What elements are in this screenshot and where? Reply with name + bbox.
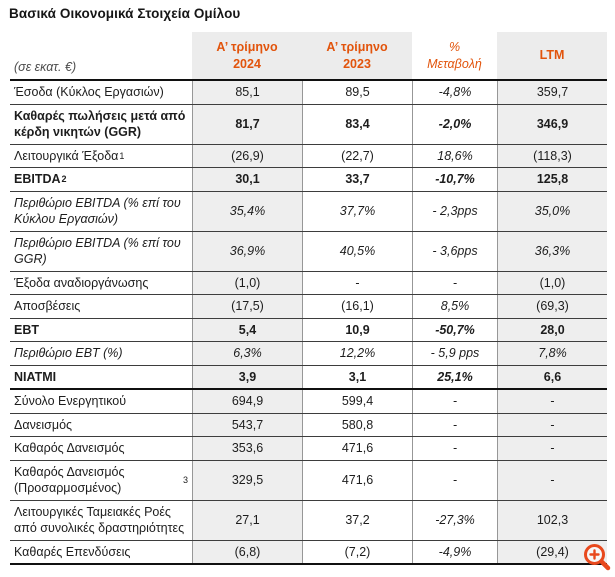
value-ltm: - (497, 437, 607, 460)
value-q1-2023: 33,7 (302, 168, 412, 191)
value-ltm: 35,0% (497, 192, 607, 231)
value-q1-2023: (22,7) (302, 145, 412, 168)
table-row-ebitda-margin-ggr (10, 232, 607, 272)
row-label: Λειτουργικές Ταμειακές Ροές από συνολικές δραστηριότητες (14, 504, 185, 535)
value-change: 8,5% (412, 295, 497, 318)
table-row-ebt-margin (10, 342, 607, 366)
value-change: - 3,6pps (412, 232, 497, 271)
value-ltm: - (497, 414, 607, 437)
row-label: Έξοδα αναδιοργάνωσης (14, 275, 149, 290)
row-label: Καθαρές πωλήσεις μετά από κέρδη νικητών (GGR) (14, 108, 186, 139)
value-q1-2023: 37,7% (302, 192, 412, 231)
value-q1-2024: 36,9% (192, 232, 302, 271)
table-row-restructuring-costs (10, 272, 607, 296)
table-row-net-investments (10, 541, 607, 566)
value-q1-2024: (6,8) (192, 541, 302, 564)
unit-label: (σε εκατ. €) (14, 59, 77, 74)
value-q1-2024: 6,3% (192, 342, 302, 365)
value-change: 25,1% (412, 366, 497, 389)
value-q1-2024: 353,6 (192, 437, 302, 460)
value-change: 18,6% (412, 145, 497, 168)
row-label: EBITDA 2 (14, 172, 67, 186)
value-ltm: 102,3 (497, 501, 607, 540)
table-row-depreciation (10, 295, 607, 319)
value-change: -2,0% (412, 105, 497, 144)
row-label: Έσοδα (Κύκλος Εργασιών) (14, 85, 164, 99)
table-row-operating-cash-flow (10, 501, 607, 541)
value-ltm: - (497, 461, 607, 500)
value-ltm: 346,9 (497, 105, 607, 144)
column-header-q1-2023: Α’ τρίμηνο 2023 (302, 32, 412, 79)
value-q1-2024: 27,1 (192, 501, 302, 540)
table-row-ebitda-margin-revenue (10, 192, 607, 232)
row-label: Περιθώριο EBITDA (% επί του Κύκλου Εργασιών) (14, 195, 181, 226)
row-label: Καθαρός Δανεισμός (14, 441, 125, 455)
value-change: - (412, 390, 497, 413)
value-change: - (412, 272, 497, 295)
value-q1-2024: 543,7 (192, 414, 302, 437)
value-change: - (412, 414, 497, 437)
value-q1-2024: 3,9 (192, 366, 302, 389)
value-q1-2023: 580,8 (302, 414, 412, 437)
value-change: -4,8% (412, 81, 497, 104)
row-label: Καθαρές Επενδύσεις (14, 544, 131, 559)
value-q1-2023: (7,2) (302, 541, 412, 564)
value-ltm: - (497, 390, 607, 413)
value-ltm: (29,4) (497, 541, 607, 564)
value-q1-2023: 12,2% (302, 342, 412, 365)
value-q1-2023: 40,5% (302, 232, 412, 271)
value-change: - (412, 461, 497, 500)
row-label: Δανεισμός (14, 417, 73, 432)
value-q1-2024: 329,5 (192, 461, 302, 500)
table-header-row (10, 32, 607, 81)
value-q1-2024: 81,7 (192, 105, 302, 144)
value-q1-2023: - (302, 272, 412, 295)
table-row-ggr (10, 105, 607, 145)
row-label: Περιθώριο EBITDA (% επί του GGR) (14, 235, 181, 266)
value-ltm: 125,8 (497, 168, 607, 191)
table-row-operating-expenses (10, 145, 607, 169)
value-ltm: (1,0) (497, 272, 607, 295)
value-q1-2023: 89,5 (302, 81, 412, 104)
column-header-q1-2024: Α’ τρίμηνο 2024 (192, 32, 302, 79)
value-change: -4,9% (412, 541, 497, 564)
table-row-net-debt (10, 437, 607, 461)
table-row-ebitda (10, 168, 607, 192)
value-change: - (412, 437, 497, 460)
value-q1-2024: 5,4 (192, 319, 302, 342)
table-row-revenue (10, 81, 607, 105)
row-label: Αποσβέσεις (14, 299, 81, 313)
value-change: - 2,3pps (412, 192, 497, 231)
value-change: -10,7% (412, 168, 497, 191)
row-label: EBT (14, 322, 39, 337)
value-q1-2023: 471,6 (302, 461, 412, 500)
row-label: Περιθώριο EBT (%) (14, 346, 123, 360)
table-row-net-debt-adjusted (10, 461, 607, 501)
value-change: -50,7% (412, 319, 497, 342)
value-q1-2023: 599,4 (302, 390, 412, 413)
value-ltm: 6,6 (497, 366, 607, 389)
column-header-change: % Μεταβολή (412, 32, 497, 79)
value-q1-2024: 694,9 (192, 390, 302, 413)
value-ltm: (69,3) (497, 295, 607, 318)
value-q1-2024: (17,5) (192, 295, 302, 318)
table-row-debt (10, 414, 607, 438)
value-ltm: (118,3) (497, 145, 607, 168)
value-ltm: 7,8% (497, 342, 607, 365)
value-q1-2023: 37,2 (302, 501, 412, 540)
table-row-total-assets (10, 390, 607, 414)
value-change: - 5,9 pps (412, 342, 497, 365)
financial-table (10, 32, 607, 565)
value-q1-2024: (26,9) (192, 145, 302, 168)
zoom-in-icon[interactable] (582, 542, 612, 572)
value-ltm: 359,7 (497, 81, 607, 104)
value-q1-2024: (1,0) (192, 272, 302, 295)
row-label: Σύνολο Ενεργητικού (14, 394, 127, 408)
row-label: Καθαρός Δανεισμός (Προσαρμοσμένος) 3 (14, 464, 188, 495)
value-ltm: 36,3% (497, 232, 607, 271)
value-ltm: 28,0 (497, 319, 607, 342)
value-q1-2023: 10,9 (302, 319, 412, 342)
column-header-ltm: LTM (497, 32, 607, 79)
value-q1-2023: 3,1 (302, 366, 412, 389)
row-label: Λειτουργικά Έξοδα 1 (14, 148, 125, 163)
value-q1-2024: 85,1 (192, 81, 302, 104)
value-q1-2023: 83,4 (302, 105, 412, 144)
table-row-ebt (10, 319, 607, 343)
table-row-niatmi (10, 366, 607, 391)
page-title: Βασικά Οικονομικά Στοιχεία Ομίλου (9, 6, 241, 21)
value-q1-2024: 30,1 (192, 168, 302, 191)
value-q1-2023: 471,6 (302, 437, 412, 460)
row-label: NIATMI (14, 369, 57, 384)
value-q1-2023: (16,1) (302, 295, 412, 318)
value-change: -27,3% (412, 501, 497, 540)
value-q1-2024: 35,4% (192, 192, 302, 231)
